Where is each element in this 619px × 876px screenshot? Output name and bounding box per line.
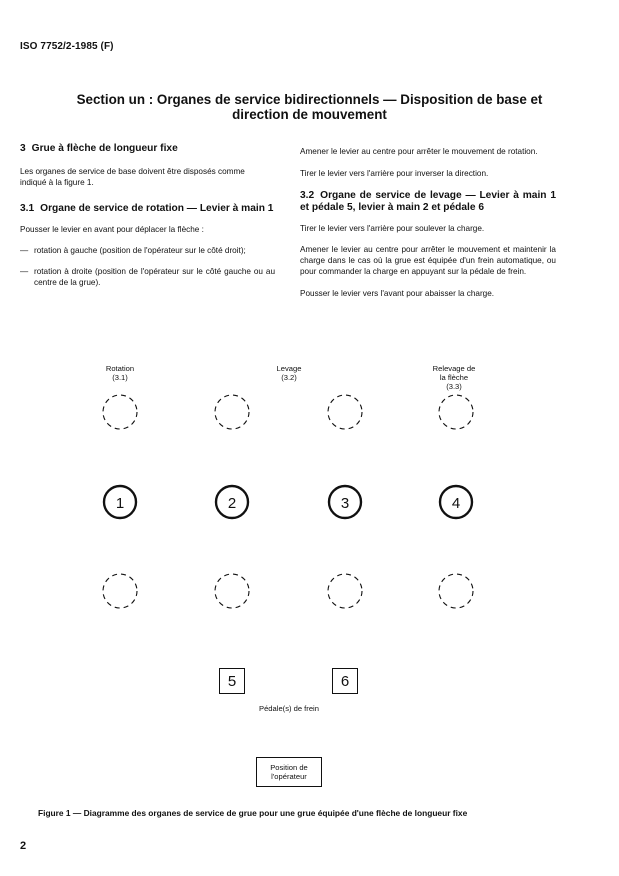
lever-3-back-position (328, 574, 362, 608)
pedal-5: 5 (219, 668, 245, 694)
lever-2-back-position (215, 574, 249, 608)
label-rotation-line1: Rotation (105, 364, 135, 373)
lever-3-forward-position (328, 395, 362, 429)
lever-1-forward-position (103, 395, 137, 429)
lever-2-forward-position (215, 395, 249, 429)
lever-3-number: 3 (340, 495, 350, 512)
clause-3-heading (20, 143, 275, 155)
right-paragraph-5: Pousser le levier vers l'avant pour abaisser la charge. (300, 289, 495, 298)
clause-3-number: 3 (20, 143, 26, 154)
lever-4-back-position (439, 574, 473, 608)
pedal-6: 6 (332, 668, 358, 694)
clause-3-2-title: Organe de service de levage — Levier à main 1 et pédale 5, levier à main 2 et pédale 6 (300, 190, 556, 213)
clause-3-title: Grue à flèche de longueur fixe (31, 143, 178, 154)
bullet-text: rotation à gauche (position de l'opérateur sur le côté droit); (34, 246, 246, 255)
right-paragraph-3: Tirer le levier vers l'arrière pour soulever la charge. (300, 224, 485, 233)
figure-caption: Figure 1 — Diagramme des organes de service de grue pour une grue équipée d'une flèche de longueur fixe (38, 808, 468, 818)
label-relevage-line3: (3.3) (446, 382, 462, 391)
clause-3-2-heading (300, 190, 556, 213)
bullet-dash: — (20, 246, 29, 255)
lever-1-number: 1 (115, 495, 125, 512)
label-relevage-line1: Relevage de (432, 364, 476, 373)
lever-2-number: 2 (227, 495, 237, 512)
push-instruction: Pousser le levier en avant pour déplacer la flèche : (20, 225, 204, 234)
lever-4-number: 4 (451, 495, 461, 512)
section-title (0, 92, 619, 122)
lever-diagram (0, 380, 619, 620)
section-title-line1: Section un : Organes de service bidirectionnels — Disposition de base et (76, 92, 543, 107)
label-levage-line2: (3.2) (281, 373, 297, 382)
right-column (300, 146, 556, 299)
label-levage-line1: Levage (276, 364, 302, 373)
bullet-rotation-left (20, 245, 275, 256)
right-paragraph-4: Amener le levier au centre pour arrêter le mouvement et maintenir la charge dans le cas où la grue est équipée d'un frein automatique, ou pour commander la charge en appuyant sur la pédale de frein. (300, 245, 556, 276)
label-rotation-line2: (3.1) (112, 373, 128, 382)
section-title-line2: direction de mouvement (232, 107, 387, 122)
lever-1-back-position (103, 574, 137, 608)
document-header: ISO 7752/2-1985 (F) (20, 41, 114, 52)
clause-3-2-number: 3.2 (300, 190, 315, 201)
left-column (20, 143, 275, 288)
operator-line2: l'opérateur (271, 772, 307, 781)
clause-3-1-title: Organe de service de rotation — Levier à main 1 (40, 202, 274, 214)
bullet-rotation-right (20, 266, 275, 288)
bullet-text: rotation à droite (position de l'opérateur sur le côté gauche ou au centre de la grue). (34, 267, 275, 287)
right-paragraph-1: Amener le levier au centre pour arrêter le mouvement de rotation. (300, 147, 538, 156)
lever-4-forward-position (439, 395, 473, 429)
bullet-dash: — (20, 267, 29, 276)
clause-3-intro: Les organes de service de base doivent être disposés comme indiqué à la figure 1. (20, 166, 245, 187)
operator-line1: Position de (270, 763, 308, 772)
clause-3-1-number: 3.1 (20, 202, 35, 214)
clause-3-1-heading (20, 203, 275, 215)
pedal-label: Pédale(s) de frein (259, 704, 319, 713)
page-number: 2 (20, 840, 27, 852)
label-relevage-line2: la flèche (439, 373, 469, 382)
right-paragraph-2: Tirer le levier vers l'arrière pour inverser la direction. (300, 169, 489, 178)
operator-position-box (256, 757, 322, 787)
